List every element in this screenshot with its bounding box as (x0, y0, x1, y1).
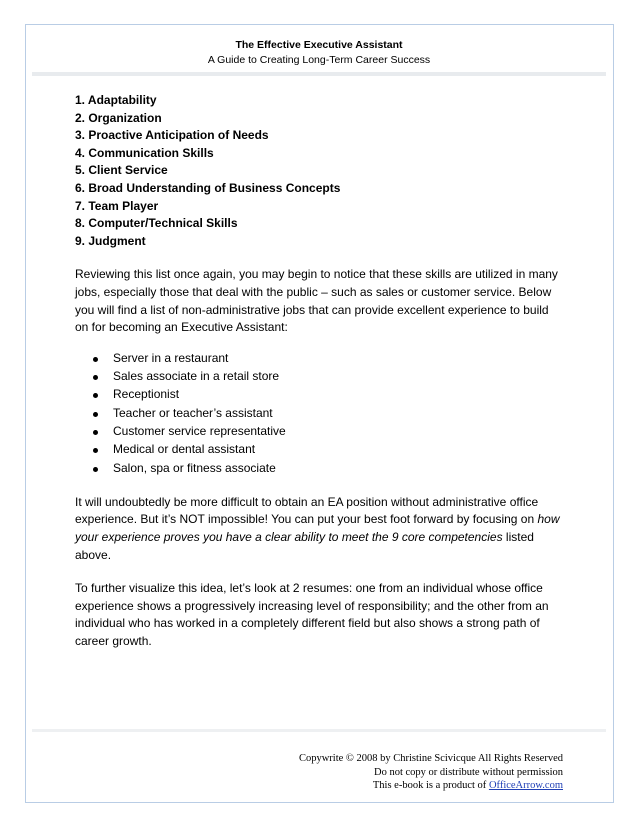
competency-item: 6. Broad Understanding of Business Concepts (75, 180, 341, 195)
job-label: Customer service representative (113, 423, 286, 438)
permission-line: Do not copy or distribute without permission (374, 766, 563, 778)
job-item (88, 386, 565, 404)
paragraph-emphasis: how your experience proves you have a clear ability to meet the 9 core competencies (75, 512, 560, 544)
copyright-line: Copywrite © 2008 by Christine Scivicque All Rights Reserved (298, 753, 563, 764)
competency-item: 5. Client Service (75, 163, 168, 178)
competency-item: 9. Judgment (75, 233, 146, 248)
job-label: Server in a restaurant (113, 350, 229, 365)
job-item (88, 405, 565, 423)
bullet-icon (93, 375, 98, 380)
page-header (0, 38, 638, 68)
paragraph-resumes: To further visualize this idea, let’s look at 2 resumes: one from an individual whose office experience shows a progressively increasing level of responsibility; and the other from an individual who has worked in a completely different field but also shows a strong path of career growth. (75, 581, 549, 648)
job-label: Sales associate in a retail store (113, 369, 280, 384)
paragraph-ea-position (75, 494, 565, 564)
document-title: The Effective Executive Assistant (235, 39, 403, 51)
officearrow-link[interactable]: OfficeArrow.com (488, 780, 563, 791)
product-line (299, 779, 563, 793)
job-item (88, 460, 565, 478)
bullet-icon (93, 393, 98, 398)
competency-item: 2. Organization (75, 110, 162, 125)
bullet-icon (93, 467, 98, 472)
competency-item: 8. Computer/Technical Skills (75, 216, 238, 231)
job-label: Receptionist (113, 387, 180, 402)
page-footer (299, 752, 563, 793)
page-body (75, 92, 565, 651)
bullet-icon (93, 412, 98, 417)
competency-item: 7. Team Player (75, 198, 159, 213)
paragraph-tail: listed above. (75, 529, 534, 562)
competency-list (75, 92, 565, 250)
competency-item: 4. Communication Skills (75, 145, 214, 160)
job-item (88, 423, 565, 441)
job-item (88, 350, 565, 368)
job-list (88, 350, 565, 478)
paragraph-intro-jobs: Reviewing this list once again, you may begin to notice that these skills are utilized in many jobs, especially those that deal with the public – such as sales or customer service. Below you will find a list of non-administrative jobs that can provide excellent experience to build on for becoming an Executive Assistant: (75, 267, 558, 335)
job-label: Teacher or teacher’s assistant (113, 405, 273, 420)
paragraph-lead: It will undoubtedly be more difficult to obtain an EA position without administrative office experience. But it’s NOT impossible! You can put your best foot forward by focusing on (75, 494, 539, 527)
competency-item: 3. Proactive Anticipation of Needs (75, 128, 269, 143)
bullet-icon (93, 357, 98, 362)
bullet-icon (93, 448, 98, 453)
job-item (88, 368, 565, 386)
job-label: Salon, spa or fitness associate (113, 460, 276, 475)
footer-divider (32, 729, 606, 732)
header-divider (32, 72, 606, 76)
bullet-icon (93, 430, 98, 435)
product-prefix: This e-book is a product of (372, 780, 489, 791)
document-subtitle: A Guide to Creating Long-Term Career Success (207, 54, 431, 66)
job-label: Medical or dental assistant (113, 442, 256, 457)
competency-item: 1. Adaptability (75, 93, 157, 107)
job-item (88, 441, 565, 459)
